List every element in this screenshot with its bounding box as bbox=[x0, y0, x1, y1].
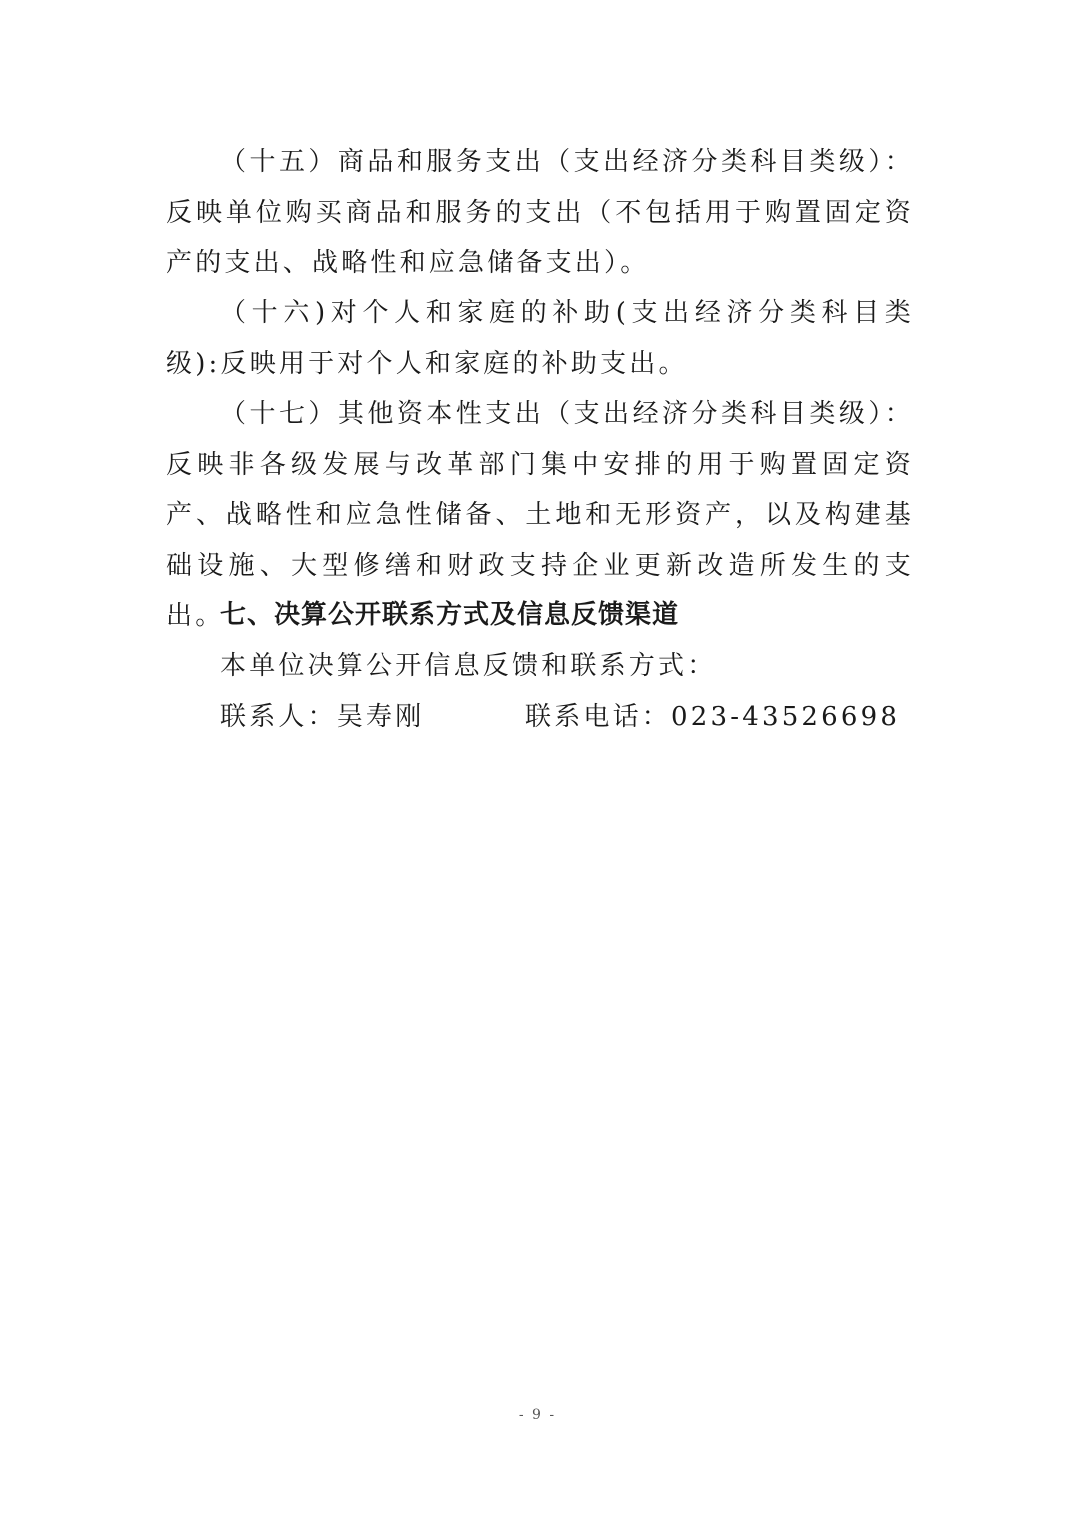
paragraph-item-16: （十六)对个人和家庭的补助(支出经济分类科目类级):反映用于对个人和家庭的补助支出。 bbox=[166, 298, 914, 379]
paragraph-item-15: （十五）商品和服务支出（支出经济分类科目类级）：反映单位购买商品和服务的支出（不包括用于购置固定资产的支出、战略性和应急储备支出）。 bbox=[166, 147, 914, 278]
contact-intro: 本单位决算公开信息反馈和联系方式： bbox=[220, 651, 717, 681]
section-heading: 七、决算公开联系方式及信息反馈渠道 bbox=[220, 600, 680, 630]
page-number: - 9 - bbox=[518, 1407, 557, 1423]
paragraph-item-17: （十七）其他资本性支出（支出经济分类科目类级）：反映非各级发展与改革部门集中安排的用于购置固定资产、战略性和应急性储备、土地和无形资产，以及构建基础设施、大型修缮和财政支持企业更新改造所发生的支出。 bbox=[166, 399, 914, 631]
contact-person: 联系人：吴寿刚 bbox=[220, 702, 425, 732]
contact-phone: 联系电话：023-43526698 bbox=[525, 702, 901, 732]
